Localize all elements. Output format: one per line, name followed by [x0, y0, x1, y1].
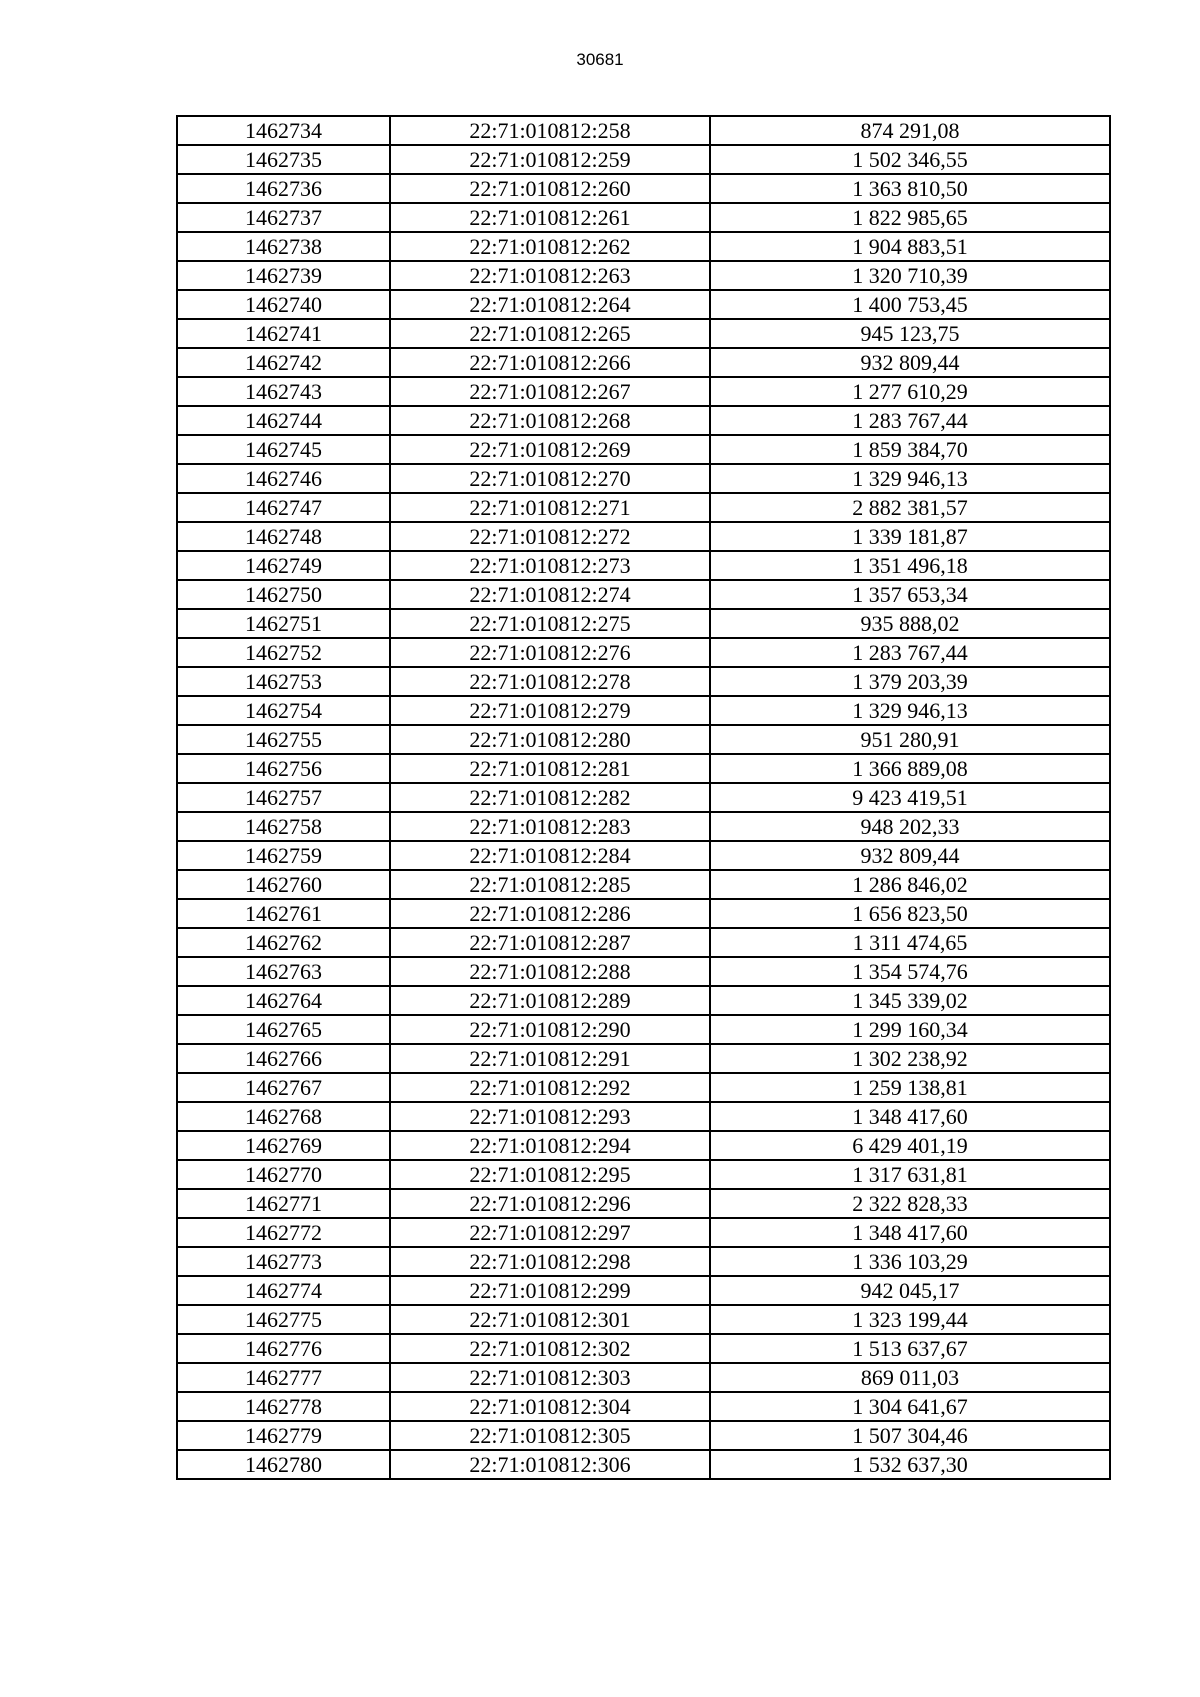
record-id-cell: 1462772: [177, 1218, 390, 1247]
table-row: [177, 1189, 1110, 1218]
table-row: [177, 986, 1110, 1015]
cadastral-value-cell: 1 277 610,29: [710, 377, 1110, 406]
cadastral-value-cell: 1 320 710,39: [710, 261, 1110, 290]
table-row: [177, 609, 1110, 638]
cadastral-value-cell: 874 291,08: [710, 116, 1110, 145]
record-id-cell: 1462773: [177, 1247, 390, 1276]
cadastral-number-cell: 22:71:010812:263: [390, 261, 710, 290]
cadastral-value-cell: 945 123,75: [710, 319, 1110, 348]
cadastral-number-cell: 22:71:010812:275: [390, 609, 710, 638]
table-row: [177, 1131, 1110, 1160]
cadastral-number-cell: 22:71:010812:296: [390, 1189, 710, 1218]
record-id-cell: 1462750: [177, 580, 390, 609]
cadastral-value-cell: 1 348 417,60: [710, 1102, 1110, 1131]
cadastral-number-cell: 22:71:010812:262: [390, 232, 710, 261]
table-row: [177, 1073, 1110, 1102]
cadastral-value-cell: 1 317 631,81: [710, 1160, 1110, 1189]
cadastral-number-cell: 22:71:010812:260: [390, 174, 710, 203]
cadastral-value-cell: 1 283 767,44: [710, 406, 1110, 435]
table-row: [177, 928, 1110, 957]
cadastral-number-cell: 22:71:010812:269: [390, 435, 710, 464]
table-row: [177, 1044, 1110, 1073]
record-id-cell: 1462774: [177, 1276, 390, 1305]
cadastral-number-cell: 22:71:010812:281: [390, 754, 710, 783]
cadastral-value-cell: 932 809,44: [710, 348, 1110, 377]
record-id-cell: 1462761: [177, 899, 390, 928]
record-id-cell: 1462735: [177, 145, 390, 174]
cadastral-number-cell: 22:71:010812:283: [390, 812, 710, 841]
cadastral-value-table: [176, 115, 1111, 1480]
cadastral-value-cell: 9 423 419,51: [710, 783, 1110, 812]
cadastral-number-cell: 22:71:010812:274: [390, 580, 710, 609]
cadastral-value-cell: 1 822 985,65: [710, 203, 1110, 232]
cadastral-value-cell: 951 280,91: [710, 725, 1110, 754]
table-row: [177, 667, 1110, 696]
table-row: [177, 116, 1110, 145]
record-id-cell: 1462756: [177, 754, 390, 783]
cadastral-value-cell: 1 363 810,50: [710, 174, 1110, 203]
record-id-cell: 1462739: [177, 261, 390, 290]
cadastral-number-cell: 22:71:010812:295: [390, 1160, 710, 1189]
cadastral-number-cell: 22:71:010812:291: [390, 1044, 710, 1073]
cadastral-value-cell: 935 888,02: [710, 609, 1110, 638]
record-id-cell: 1462755: [177, 725, 390, 754]
record-id-cell: 1462765: [177, 1015, 390, 1044]
table-row: [177, 406, 1110, 435]
cadastral-number-cell: 22:71:010812:294: [390, 1131, 710, 1160]
record-id-cell: 1462779: [177, 1421, 390, 1450]
table-row: [177, 1421, 1110, 1450]
table-row: [177, 319, 1110, 348]
cadastral-value-cell: 1 357 653,34: [710, 580, 1110, 609]
record-id-cell: 1462737: [177, 203, 390, 232]
table-row: [177, 232, 1110, 261]
cadastral-number-cell: 22:71:010812:266: [390, 348, 710, 377]
table-row: [177, 551, 1110, 580]
cadastral-number-cell: 22:71:010812:304: [390, 1392, 710, 1421]
record-id-cell: 1462752: [177, 638, 390, 667]
table-row: [177, 1247, 1110, 1276]
record-id-cell: 1462780: [177, 1450, 390, 1479]
table-row: [177, 290, 1110, 319]
record-id-cell: 1462759: [177, 841, 390, 870]
cadastral-number-cell: 22:71:010812:261: [390, 203, 710, 232]
cadastral-value-cell: 1 513 637,67: [710, 1334, 1110, 1363]
cadastral-number-cell: 22:71:010812:297: [390, 1218, 710, 1247]
record-id-cell: 1462758: [177, 812, 390, 841]
cadastral-number-cell: 22:71:010812:276: [390, 638, 710, 667]
cadastral-number-cell: 22:71:010812:293: [390, 1102, 710, 1131]
record-id-cell: 1462753: [177, 667, 390, 696]
cadastral-value-cell: 1 351 496,18: [710, 551, 1110, 580]
table-row: [177, 725, 1110, 754]
cadastral-number-cell: 22:71:010812:289: [390, 986, 710, 1015]
cadastral-number-cell: 22:71:010812:268: [390, 406, 710, 435]
table-row: [177, 174, 1110, 203]
page-number: 30681: [576, 50, 624, 69]
record-id-cell: 1462740: [177, 290, 390, 319]
record-id-cell: 1462763: [177, 957, 390, 986]
cadastral-number-cell: 22:71:010812:299: [390, 1276, 710, 1305]
cadastral-number-cell: 22:71:010812:288: [390, 957, 710, 986]
record-id-cell: 1462767: [177, 1073, 390, 1102]
table-row: [177, 841, 1110, 870]
cadastral-value-cell: 1 339 181,87: [710, 522, 1110, 551]
cadastral-value-cell: 1 329 946,13: [710, 696, 1110, 725]
cadastral-value-cell: 1 323 199,44: [710, 1305, 1110, 1334]
cadastral-number-cell: 22:71:010812:270: [390, 464, 710, 493]
table-row: [177, 261, 1110, 290]
table-row: [177, 1218, 1110, 1247]
table-row: [177, 899, 1110, 928]
cadastral-value-cell: 1 354 574,76: [710, 957, 1110, 986]
record-id-cell: 1462768: [177, 1102, 390, 1131]
table-row: [177, 1305, 1110, 1334]
record-id-cell: 1462738: [177, 232, 390, 261]
cadastral-value-cell: 1 286 846,02: [710, 870, 1110, 899]
cadastral-number-cell: 22:71:010812:290: [390, 1015, 710, 1044]
record-id-cell: 1462747: [177, 493, 390, 522]
record-id-cell: 1462743: [177, 377, 390, 406]
table-row: [177, 348, 1110, 377]
table-row: [177, 145, 1110, 174]
table-row: [177, 812, 1110, 841]
cadastral-number-cell: 22:71:010812:272: [390, 522, 710, 551]
cadastral-number-cell: 22:71:010812:302: [390, 1334, 710, 1363]
table-row: [177, 522, 1110, 551]
table-row: [177, 1102, 1110, 1131]
cadastral-number-cell: 22:71:010812:267: [390, 377, 710, 406]
cadastral-number-cell: 22:71:010812:271: [390, 493, 710, 522]
record-id-cell: 1462754: [177, 696, 390, 725]
cadastral-number-cell: 22:71:010812:305: [390, 1421, 710, 1450]
cadastral-value-cell: 2 882 381,57: [710, 493, 1110, 522]
cadastral-value-cell: 2 322 828,33: [710, 1189, 1110, 1218]
record-id-cell: 1462748: [177, 522, 390, 551]
record-id-cell: 1462777: [177, 1363, 390, 1392]
table-row: [177, 464, 1110, 493]
table-row: [177, 870, 1110, 899]
cadastral-value-cell: 1 348 417,60: [710, 1218, 1110, 1247]
table-row: [177, 1276, 1110, 1305]
record-id-cell: 1462764: [177, 986, 390, 1015]
cadastral-number-cell: 22:71:010812:303: [390, 1363, 710, 1392]
cadastral-value-cell: 1 304 641,67: [710, 1392, 1110, 1421]
record-id-cell: 1462776: [177, 1334, 390, 1363]
record-id-cell: 1462775: [177, 1305, 390, 1334]
table-row: [177, 957, 1110, 986]
table-row: [177, 435, 1110, 464]
cadastral-value-cell: 1 336 103,29: [710, 1247, 1110, 1276]
cadastral-value-cell: 1 859 384,70: [710, 435, 1110, 464]
record-id-cell: 1462746: [177, 464, 390, 493]
table-row: [177, 493, 1110, 522]
record-id-cell: 1462757: [177, 783, 390, 812]
table-body: [177, 116, 1110, 1479]
cadastral-value-cell: 1 283 767,44: [710, 638, 1110, 667]
table-row: [177, 1450, 1110, 1479]
record-id-cell: 1462745: [177, 435, 390, 464]
cadastral-number-cell: 22:71:010812:285: [390, 870, 710, 899]
record-id-cell: 1462741: [177, 319, 390, 348]
cadastral-value-cell: 932 809,44: [710, 841, 1110, 870]
cadastral-number-cell: 22:71:010812:292: [390, 1073, 710, 1102]
cadastral-value-cell: 1 329 946,13: [710, 464, 1110, 493]
cadastral-number-cell: 22:71:010812:265: [390, 319, 710, 348]
cadastral-number-cell: 22:71:010812:301: [390, 1305, 710, 1334]
cadastral-value-cell: 948 202,33: [710, 812, 1110, 841]
table-row: [177, 696, 1110, 725]
cadastral-value-cell: 1 400 753,45: [710, 290, 1110, 319]
cadastral-value-cell: 1 656 823,50: [710, 899, 1110, 928]
record-id-cell: 1462751: [177, 609, 390, 638]
cadastral-value-cell: 1 345 339,02: [710, 986, 1110, 1015]
record-id-cell: 1462770: [177, 1160, 390, 1189]
record-id-cell: 1462778: [177, 1392, 390, 1421]
cadastral-number-cell: 22:71:010812:264: [390, 290, 710, 319]
table-row: [177, 580, 1110, 609]
record-id-cell: 1462744: [177, 406, 390, 435]
cadastral-number-cell: 22:71:010812:298: [390, 1247, 710, 1276]
cadastral-number-cell: 22:71:010812:259: [390, 145, 710, 174]
cadastral-value-cell: 1 904 883,51: [710, 232, 1110, 261]
table-row: [177, 1015, 1110, 1044]
cadastral-value-cell: 1 302 238,92: [710, 1044, 1110, 1073]
table-row: [177, 203, 1110, 232]
cadastral-number-cell: 22:71:010812:287: [390, 928, 710, 957]
table-row: [177, 1334, 1110, 1363]
record-id-cell: 1462771: [177, 1189, 390, 1218]
cadastral-value-cell: 1 502 346,55: [710, 145, 1110, 174]
record-id-cell: 1462760: [177, 870, 390, 899]
record-id-cell: 1462736: [177, 174, 390, 203]
table-row: [177, 1160, 1110, 1189]
cadastral-number-cell: 22:71:010812:280: [390, 725, 710, 754]
record-id-cell: 1462742: [177, 348, 390, 377]
table-row: [177, 783, 1110, 812]
cadastral-value-cell: 6 429 401,19: [710, 1131, 1110, 1160]
table-row: [177, 754, 1110, 783]
cadastral-number-cell: 22:71:010812:284: [390, 841, 710, 870]
record-id-cell: 1462766: [177, 1044, 390, 1073]
record-id-cell: 1462769: [177, 1131, 390, 1160]
table-row: [177, 1392, 1110, 1421]
table-row: [177, 377, 1110, 406]
cadastral-number-cell: 22:71:010812:273: [390, 551, 710, 580]
cadastral-number-cell: 22:71:010812:282: [390, 783, 710, 812]
cadastral-value-cell: 1 366 889,08: [710, 754, 1110, 783]
cadastral-number-cell: 22:71:010812:258: [390, 116, 710, 145]
cadastral-number-cell: 22:71:010812:286: [390, 899, 710, 928]
table-row: [177, 1363, 1110, 1392]
cadastral-value-cell: 1 311 474,65: [710, 928, 1110, 957]
cadastral-value-cell: 1 379 203,39: [710, 667, 1110, 696]
cadastral-value-cell: 1 532 637,30: [710, 1450, 1110, 1479]
cadastral-value-cell: 942 045,17: [710, 1276, 1110, 1305]
record-id-cell: 1462749: [177, 551, 390, 580]
cadastral-number-cell: 22:71:010812:306: [390, 1450, 710, 1479]
cadastral-number-cell: 22:71:010812:278: [390, 667, 710, 696]
cadastral-value-cell: 1 259 138,81: [710, 1073, 1110, 1102]
cadastral-value-cell: 869 011,03: [710, 1363, 1110, 1392]
cadastral-number-cell: 22:71:010812:279: [390, 696, 710, 725]
table-row: [177, 638, 1110, 667]
record-id-cell: 1462762: [177, 928, 390, 957]
cadastral-value-cell: 1 507 304,46: [710, 1421, 1110, 1450]
record-id-cell: 1462734: [177, 116, 390, 145]
cadastral-value-cell: 1 299 160,34: [710, 1015, 1110, 1044]
